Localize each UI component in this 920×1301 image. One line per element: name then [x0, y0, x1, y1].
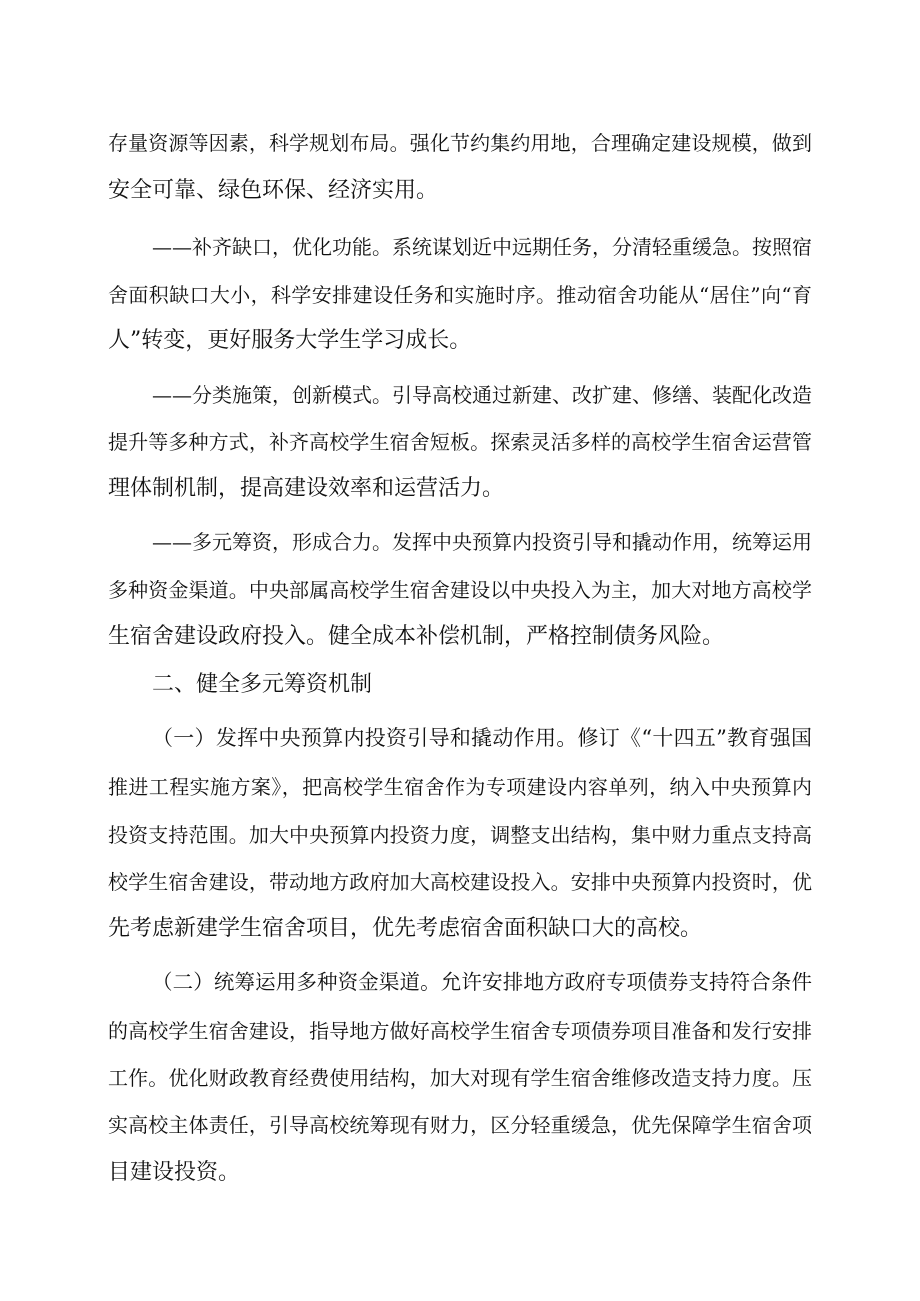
- text-line: 投资支持范围。加大中央预算内投资力度，调整支出结构，集中财力重点支持高: [108, 823, 812, 847]
- text-line: 推进工程实施方案》，把高校学生宿舍作为专项建设内容单列，纳入中央预算内: [108, 775, 812, 799]
- text-line: 实高校主体责任，引导高校统筹现有财力，区分轻重缓急，优先保障学生宿舍项: [108, 1113, 812, 1137]
- text-line: 提升等多种方式，补齐高校学生宿舍短板。探索灵活多样的高校学生宿舍运营管: [108, 430, 812, 454]
- text-line: 存量资源等因素，科学规划布局。强化节约集约用地，合理确定建设规模，做到: [108, 131, 812, 155]
- section-heading: 二、健全多元筹资机制: [152, 672, 373, 697]
- text-line: 舍面积缺口大小，科学安排建设任务和实施时序。推动宿舍功能从“居住”向“育: [108, 283, 812, 307]
- text-line: 人”转变，更好服务大学生学习成长。: [108, 328, 472, 353]
- text-line: 的高校学生宿舍建设，指导地方做好高校学生宿舍专项债券项目准备和发行安排: [108, 1019, 812, 1043]
- text-line: ——分类施策，创新模式。引导高校通过新建、改扩建、修缮、装配化改造: [152, 383, 812, 407]
- text-line: ——多元筹资，形成合力。发挥中央预算内投资引导和撬动作用，统筹运用: [152, 530, 812, 554]
- text-line: 理体制机制，提高建设效率和运营活力。: [108, 476, 505, 501]
- text-line: （二）统筹运用多种资金渠道。允许安排地方政府专项债券支持符合条件: [152, 970, 812, 994]
- text-line: 先考虑新建学生宿舍项目，优先考虑宿舍面积缺口大的高校。: [108, 916, 703, 941]
- text-line: （一）发挥中央预算内投资引导和撬动作用。修订《“十四五”教育强国: [152, 726, 812, 750]
- text-line: 校学生宿舍建设，带动地方政府加大高校建设投入。安排中央预算内投资时，优: [108, 870, 812, 894]
- text-line: 多种资金渠道。中央部属高校学生宿舍建设以中央投入为主，加大对地方高校学: [108, 578, 812, 602]
- text-line: ——补齐缺口，优化功能。系统谋划近中远期任务，分清轻重缓急。按照宿: [152, 235, 812, 259]
- text-line: 目建设投资。: [108, 1160, 241, 1185]
- text-line: 生宿舍建设政府投入。健全成本补偿机制，严格控制债务风险。: [108, 624, 725, 649]
- text-line: 工作。优化财政教育经费使用结构，加大对现有学生宿舍维修改造支持力度。压: [108, 1066, 812, 1090]
- text-line: 安全可靠、绿色环保、经济实用。: [108, 178, 439, 203]
